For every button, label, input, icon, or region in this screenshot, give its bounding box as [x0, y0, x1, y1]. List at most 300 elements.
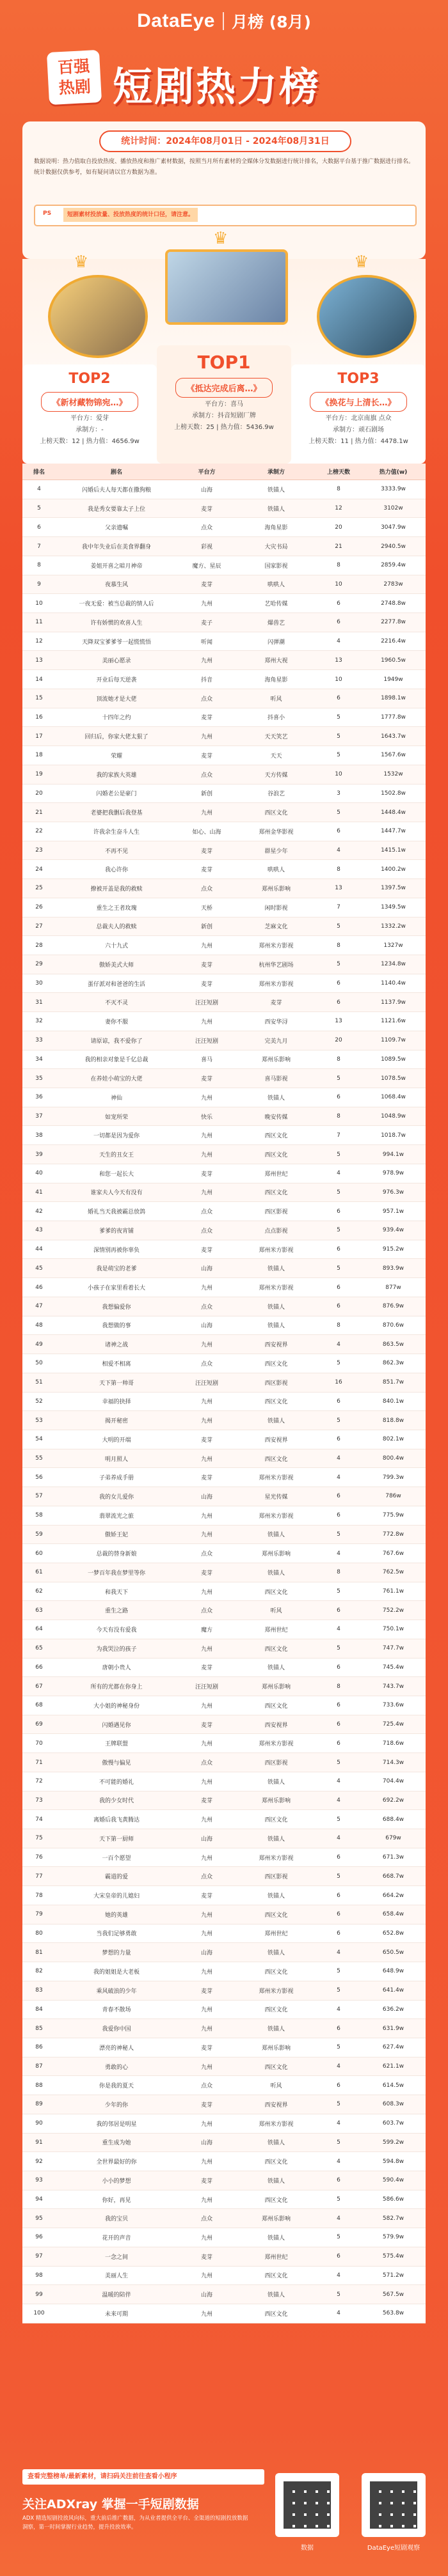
- platform-cell: 抖音: [177, 670, 236, 689]
- days-cell: 5: [316, 1354, 361, 1373]
- producer-cell: 西安视界: [236, 1335, 316, 1354]
- title-cell: 离婚后我飞黄腾达: [56, 1810, 177, 1829]
- table-row[interactable]: [22, 1658, 426, 1677]
- table-row[interactable]: [22, 1297, 426, 1316]
- platform-cell: 汪汪短剧: [177, 993, 236, 1012]
- table-row[interactable]: [22, 1278, 426, 1297]
- producer-cell: 谷浪艺: [236, 784, 316, 803]
- ranking-table-body: [22, 480, 426, 2323]
- heat-cell: 877w: [361, 1278, 426, 1297]
- table-row[interactable]: [22, 2095, 426, 2114]
- days-cell: 8: [316, 1050, 361, 1069]
- table-row[interactable]: [22, 1506, 426, 1525]
- platform-cell: 山海: [177, 2133, 236, 2152]
- top3-card[interactable]: [291, 364, 426, 464]
- days-cell: 10: [316, 575, 361, 594]
- platform-cell: 麦芽: [177, 1069, 236, 1088]
- rank-cell: 20: [22, 784, 56, 803]
- platform-cell: 山海: [177, 1829, 236, 1848]
- heat-cell: 1018.7w: [361, 1126, 426, 1145]
- table-row[interactable]: [22, 1544, 426, 1563]
- table-row[interactable]: [22, 1069, 426, 1088]
- rank-cell: 33: [22, 1031, 56, 1050]
- producer-cell: 郑州乐影响: [236, 1050, 316, 1069]
- top3-title: 《换花与上清长…》: [310, 392, 406, 412]
- heat-cell: 2216.4w: [361, 632, 426, 651]
- rank-cell: 77: [22, 1867, 56, 1886]
- heat-cell: 870.6w: [361, 1316, 426, 1335]
- heat-cell: 614.5w: [361, 2076, 426, 2095]
- table-row[interactable]: [22, 1791, 426, 1810]
- table-row[interactable]: [22, 575, 426, 594]
- rank-cell: 16: [22, 708, 56, 727]
- header-title: 月榜 (8月): [231, 13, 311, 31]
- rank-cell: 58: [22, 1506, 56, 1525]
- heat-cell: 575.4w: [361, 2247, 426, 2266]
- rank-cell: 61: [22, 1563, 56, 1582]
- table-row[interactable]: [22, 2019, 426, 2038]
- rank-cell: 91: [22, 2133, 56, 2152]
- title-cell: 天下第一帅哥: [56, 1373, 177, 1392]
- title-cell: 幸福的抉择: [56, 1392, 177, 1411]
- title-cell: 老婆把我删后我登基: [56, 803, 177, 822]
- producer-cell: 铁锚人: [236, 1563, 316, 1582]
- top-header: [0, 0, 448, 42]
- table-row[interactable]: [22, 1126, 426, 1145]
- producer-cell: 天天: [236, 746, 316, 765]
- heat-cell: 594.8w: [361, 2152, 426, 2171]
- table-row[interactable]: [22, 689, 426, 708]
- producer-cell: 郑州大视: [236, 651, 316, 670]
- platform-cell: 九州: [177, 2152, 236, 2171]
- rank-cell: 4: [22, 480, 56, 499]
- table-row[interactable]: [22, 1715, 426, 1734]
- table-row[interactable]: [22, 594, 426, 613]
- table-row[interactable]: [22, 2190, 426, 2209]
- table-row[interactable]: [22, 537, 426, 556]
- qr-code-right[interactable]: [362, 2473, 426, 2537]
- table-row[interactable]: [22, 708, 426, 727]
- table-row[interactable]: [22, 1468, 426, 1487]
- table-row[interactable]: [22, 1240, 426, 1259]
- table-row[interactable]: [22, 1981, 426, 2000]
- title-cell: 在养娃小萌宝的大佬: [56, 1069, 177, 1088]
- rank-cell: 47: [22, 1297, 56, 1316]
- producer-cell: 点点影视: [236, 1221, 316, 1240]
- title-cell: 天生的丑女王: [56, 1145, 177, 1164]
- platform-cell: 九州: [177, 2114, 236, 2133]
- table-row[interactable]: [22, 1810, 426, 1829]
- rank-cell: 66: [22, 1658, 56, 1677]
- heat-cell: 608.3w: [361, 2095, 426, 2114]
- table-row[interactable]: [22, 1848, 426, 1867]
- heat-cell: 664.2w: [361, 1886, 426, 1905]
- table-row[interactable]: [22, 765, 426, 784]
- heat-cell: 1332.2w: [361, 917, 426, 936]
- table-row[interactable]: [22, 2076, 426, 2095]
- title-cell: 美丽心愿录: [56, 651, 177, 670]
- top3-cover-image[interactable]: [317, 275, 417, 358]
- table-row[interactable]: [22, 1107, 426, 1126]
- data-description: 数据说明：热力值取自投放热度、播放热度和推广素材数据，按照当月所有素材的全媒体分发数据进行统计排名，大数据平台基于推广数据进行排名。统计数据仅供参考，如有疑问请以官方数据为准。: [34, 159, 415, 176]
- heat-cell: 579.9w: [361, 2228, 426, 2247]
- table-row[interactable]: [22, 1012, 426, 1031]
- rank-cell: 67: [22, 1677, 56, 1696]
- table-row[interactable]: [22, 746, 426, 765]
- table-row[interactable]: [22, 974, 426, 993]
- producer-cell: 郑州米方影视: [236, 936, 316, 955]
- producer-cell: 西区文化: [236, 1962, 316, 1981]
- table-row[interactable]: [22, 1050, 426, 1069]
- table-row[interactable]: [22, 1392, 426, 1411]
- heat-cell: 863.5w: [361, 1335, 426, 1354]
- heat-cell: 761.1w: [361, 1582, 426, 1601]
- table-row[interactable]: [22, 1221, 426, 1240]
- title-cell: 重生之路: [56, 1601, 177, 1620]
- platform-cell: 麦芽: [177, 499, 236, 518]
- table-row[interactable]: [22, 1734, 426, 1753]
- footer-note[interactable]: 查看完整榜单/最新素材，请扫码关注前往查看小程序: [22, 2469, 264, 2485]
- table-row[interactable]: [22, 841, 426, 860]
- table-row[interactable]: [22, 1696, 426, 1715]
- days-cell: 4: [316, 2000, 361, 2019]
- title-cell: 开业后每天逆袭: [56, 670, 177, 689]
- heat-cell: 586.6w: [361, 2190, 426, 2209]
- rank-cell: 57: [22, 1487, 56, 1506]
- heat-cell: 641.4w: [361, 1981, 426, 2000]
- rank-cell: 25: [22, 879, 56, 898]
- days-cell: 4: [316, 2266, 361, 2285]
- platform-cell: 九州: [177, 1506, 236, 1525]
- table-row[interactable]: [22, 1924, 426, 1943]
- platform-cell: 麦芽: [177, 974, 236, 993]
- title-cell: 大明的开端: [56, 1430, 177, 1449]
- table-row[interactable]: [22, 1905, 426, 1924]
- table-row[interactable]: [22, 1335, 426, 1354]
- title-cell: 请原谅，我不爱你了: [56, 1031, 177, 1050]
- rank-cell: 31: [22, 993, 56, 1012]
- table-row[interactable]: [22, 2057, 426, 2076]
- title-cell: 揭开秘密: [56, 1411, 177, 1430]
- producer-cell: 西安视界: [236, 1715, 316, 1734]
- table-row[interactable]: [22, 2133, 426, 2152]
- table-row[interactable]: [22, 1943, 426, 1962]
- table-row[interactable]: [22, 2266, 426, 2285]
- rank-cell: 12: [22, 632, 56, 651]
- rank-cell: 9: [22, 575, 56, 594]
- silver-crown-icon: ♛: [74, 253, 89, 272]
- table-row[interactable]: [22, 1620, 426, 1639]
- days-cell: 4: [316, 841, 361, 860]
- table-row[interactable]: [22, 955, 426, 974]
- rank-cell: 49: [22, 1335, 56, 1354]
- title-cell: 重生成为她: [56, 2133, 177, 2152]
- heat-cell: 743.7w: [361, 1677, 426, 1696]
- rank-cell: 52: [22, 1392, 56, 1411]
- rank-cell: 23: [22, 841, 56, 860]
- table-row[interactable]: [22, 1772, 426, 1791]
- table-row[interactable]: [22, 1525, 426, 1544]
- platform-cell: 麦芽: [177, 1563, 236, 1582]
- top2-cover-image[interactable]: [48, 275, 148, 358]
- rank-cell: 74: [22, 1810, 56, 1829]
- days-cell: 6: [316, 993, 361, 1012]
- table-row[interactable]: [22, 2209, 426, 2228]
- days-cell: 4: [316, 1943, 361, 1962]
- heat-cell: 802.1w: [361, 1430, 426, 1449]
- heat-cell: 590.4w: [361, 2171, 426, 2190]
- table-row[interactable]: [22, 803, 426, 822]
- title-cell: 不灭不灵: [56, 993, 177, 1012]
- rank-cell: 46: [22, 1278, 56, 1297]
- platform-cell: 九州: [177, 2000, 236, 2019]
- producer-cell: 晚安传媒: [236, 1107, 316, 1126]
- heat-cell: 1327w: [361, 936, 426, 955]
- platform-cell: 九州: [177, 1734, 236, 1753]
- producer-cell: 海角星影: [236, 518, 316, 537]
- days-cell: 4: [316, 2209, 361, 2228]
- heat-cell: 1448.4w: [361, 803, 426, 822]
- platform-cell: 九州: [177, 936, 236, 955]
- top3-producer: 承制方：顽石剧场: [333, 426, 384, 433]
- producer-cell: 群星少年: [236, 841, 316, 860]
- days-cell: 5: [316, 727, 361, 746]
- producer-cell: 郑州乐影响: [236, 2038, 316, 2057]
- days-cell: 4: [316, 1620, 361, 1639]
- table-row[interactable]: [22, 1487, 426, 1506]
- platform-cell: 麦芽: [177, 955, 236, 974]
- table-row[interactable]: [22, 499, 426, 518]
- title-cell: 傲娇美式大师: [56, 955, 177, 974]
- ps-note: [34, 205, 417, 226]
- platform-cell: 九州: [177, 1449, 236, 1468]
- title-cell: 总裁夫人的救赎: [56, 917, 177, 936]
- title-cell: 一百个愿望: [56, 1848, 177, 1867]
- rank-cell: 28: [22, 936, 56, 955]
- heat-cell: 978.9w: [361, 1164, 426, 1183]
- table-row[interactable]: [22, 2247, 426, 2266]
- heat-cell: 718.6w: [361, 1734, 426, 1753]
- table-row[interactable]: [22, 727, 426, 746]
- heat-cell: 851.7w: [361, 1373, 426, 1392]
- footer-body: ADX 精选短剧投放风向标，重大前后推广数据，为从业者提供全平台、全渠道的短剧投放数据洞察，第一时间掌握行业趋势，提升投放效率。: [22, 2515, 248, 2531]
- rank-cell: 17: [22, 727, 56, 746]
- table-row[interactable]: [22, 480, 426, 499]
- table-row[interactable]: [22, 2285, 426, 2304]
- top1-producer: 承制方：抖音短剧厂牌: [192, 412, 256, 419]
- title-cell: 回归后，你家大佬太狠了: [56, 727, 177, 746]
- top3-label: TOP3: [337, 371, 380, 387]
- platform-cell: 九州: [177, 1335, 236, 1354]
- table-row[interactable]: [22, 993, 426, 1012]
- title-cell: 许有娇惯的欢喜人生: [56, 613, 177, 632]
- title-cell: 我心许你: [56, 860, 177, 879]
- title-cell: 我的女儿爱你: [56, 1487, 177, 1506]
- days-cell: 4: [316, 632, 361, 651]
- rank-cell: 39: [22, 1145, 56, 1164]
- table-row[interactable]: [22, 2038, 426, 2057]
- table-row[interactable]: [22, 1088, 426, 1107]
- table-row[interactable]: [22, 1601, 426, 1620]
- heat-cell: 571.2w: [361, 2266, 426, 2285]
- heat-cell: 2277.8w: [361, 613, 426, 632]
- rank-cell: 73: [22, 1791, 56, 1810]
- heat-cell: 939.4w: [361, 1221, 426, 1240]
- stat-period: 统计时间：2024年08月01日 - 2024年08月31日: [99, 130, 351, 152]
- producer-cell: 郑州米方影视: [236, 974, 316, 993]
- title-cell: 神仙: [56, 1088, 177, 1107]
- table-row[interactable]: [22, 2114, 426, 2133]
- table-row[interactable]: [22, 1867, 426, 1886]
- heat-cell: 786w: [361, 1487, 426, 1506]
- days-cell: 5: [316, 1411, 361, 1430]
- table-row[interactable]: [22, 1164, 426, 1183]
- days-cell: 6: [316, 1601, 361, 1620]
- rank-cell: 96: [22, 2228, 56, 2247]
- platform-cell: 九州: [177, 1525, 236, 1544]
- table-row[interactable]: [22, 1449, 426, 1468]
- platform-cell: 九州: [177, 1392, 236, 1411]
- rank-cell: 8: [22, 556, 56, 575]
- table-row[interactable]: [22, 2152, 426, 2171]
- rank-cell: 14: [22, 670, 56, 689]
- table-row[interactable]: [22, 1031, 426, 1050]
- table-row[interactable]: [22, 860, 426, 879]
- heat-cell: 752.2w: [361, 1601, 426, 1620]
- table-row[interactable]: [22, 1354, 426, 1373]
- table-row[interactable]: [22, 879, 426, 898]
- days-cell: 6: [316, 1715, 361, 1734]
- top1-card[interactable]: [157, 345, 291, 464]
- heat-cell: 1960.5w: [361, 651, 426, 670]
- days-cell: 6: [316, 594, 361, 613]
- producer-cell: 铁锚人: [236, 2228, 316, 2247]
- table-row[interactable]: [22, 784, 426, 803]
- table-row[interactable]: [22, 613, 426, 632]
- producer-cell: 星光传媒: [236, 1487, 316, 1506]
- table-row[interactable]: [22, 2171, 426, 2190]
- table-row[interactable]: [22, 1411, 426, 1430]
- table-row[interactable]: [22, 936, 426, 955]
- producer-cell: 铁锚人: [236, 1411, 316, 1430]
- table-row[interactable]: [22, 1962, 426, 1981]
- table-row[interactable]: [22, 556, 426, 575]
- footer-promo: [0, 2468, 448, 2576]
- table-row[interactable]: [22, 2304, 426, 2323]
- days-cell: 10: [316, 670, 361, 689]
- platform-cell: 九州: [177, 1962, 236, 1981]
- rank-cell: 19: [22, 765, 56, 784]
- table-row[interactable]: [22, 822, 426, 841]
- platform-cell: 麦芽: [177, 2095, 236, 2114]
- table-row[interactable]: [22, 1753, 426, 1772]
- rank-cell: 40: [22, 1164, 56, 1183]
- rank-cell: 26: [22, 898, 56, 917]
- days-cell: 6: [316, 1297, 361, 1316]
- platform-cell: 九州: [177, 2228, 236, 2247]
- rank-cell: 79: [22, 1905, 56, 1924]
- rank-cell: 70: [22, 1734, 56, 1753]
- producer-cell: 铁锚人: [236, 2019, 316, 2038]
- platform-cell: 九州: [177, 1639, 236, 1658]
- table-row[interactable]: [22, 898, 426, 917]
- table-row[interactable]: [22, 1183, 426, 1202]
- table-row[interactable]: [22, 670, 426, 689]
- title-cell: 你好，再见: [56, 2190, 177, 2209]
- rank-cell: 83: [22, 1981, 56, 2000]
- title-cell: 花开的声音: [56, 2228, 177, 2247]
- title-cell: 翡翠流光之旅: [56, 1506, 177, 1525]
- heat-cell: 1137.9w: [361, 993, 426, 1012]
- rank-cell: 13: [22, 651, 56, 670]
- title-cell: 天降双宝爹爹爷一起慌慌悟: [56, 632, 177, 651]
- platform-cell: 点众: [177, 1221, 236, 1240]
- producer-cell: 爆兽艺: [236, 613, 316, 632]
- table-row[interactable]: [22, 1430, 426, 1449]
- producer-cell: 抖喜小: [236, 708, 316, 727]
- days-cell: 12: [316, 499, 361, 518]
- days-cell: 4: [316, 2152, 361, 2171]
- rank-cell: 71: [22, 1753, 56, 1772]
- table-row[interactable]: [22, 2228, 426, 2247]
- table-row[interactable]: [22, 1316, 426, 1335]
- heat-cell: 745.4w: [361, 1658, 426, 1677]
- table-row[interactable]: [22, 1677, 426, 1696]
- days-cell: 8: [316, 1107, 361, 1126]
- producer-cell: 铁锚人: [236, 1658, 316, 1677]
- producer-cell: 铁锚人: [236, 2285, 316, 2304]
- rank-cell: 18: [22, 746, 56, 765]
- table-row[interactable]: [22, 1582, 426, 1601]
- table-row[interactable]: [22, 2000, 426, 2019]
- heat-cell: 2940.5w: [361, 537, 426, 556]
- days-cell: 16: [316, 1373, 361, 1392]
- days-cell: 21: [316, 537, 361, 556]
- qr-label-left: 数据: [301, 2545, 314, 2552]
- table-row[interactable]: [22, 1373, 426, 1392]
- table-row[interactable]: [22, 632, 426, 651]
- table-row[interactable]: [22, 917, 426, 936]
- table-row[interactable]: [22, 1259, 426, 1278]
- table-row[interactable]: [22, 1202, 426, 1221]
- days-cell: 4: [316, 1772, 361, 1791]
- table-row[interactable]: [22, 518, 426, 537]
- platform-cell: 九州: [177, 651, 236, 670]
- producer-cell: 完美九月: [236, 1031, 316, 1050]
- heat-cell: 3333.9w: [361, 480, 426, 499]
- platform-cell: 九州: [177, 2019, 236, 2038]
- platform-cell: 彩视: [177, 537, 236, 556]
- table-row[interactable]: [22, 1886, 426, 1905]
- producer-cell: 铁锚人: [236, 1297, 316, 1316]
- table-row[interactable]: [22, 1639, 426, 1658]
- platform-cell: 点众: [177, 1354, 236, 1373]
- table-row[interactable]: [22, 651, 426, 670]
- table-row[interactable]: [22, 1563, 426, 1582]
- table-row[interactable]: [22, 1145, 426, 1164]
- platform-cell: 喜马: [177, 1050, 236, 1069]
- qr-code-left[interactable]: [275, 2473, 339, 2537]
- rank-cell: 38: [22, 1126, 56, 1145]
- top2-card[interactable]: [22, 364, 157, 464]
- top1-cover-image[interactable]: [165, 249, 288, 325]
- title-cell: 我想做的事: [56, 1316, 177, 1335]
- days-cell: 5: [316, 1867, 361, 1886]
- heat-cell: 1898.1w: [361, 689, 426, 708]
- heat-cell: 750.1w: [361, 1620, 426, 1639]
- table-row[interactable]: [22, 1829, 426, 1848]
- producer-cell: 西区文化: [236, 1145, 316, 1164]
